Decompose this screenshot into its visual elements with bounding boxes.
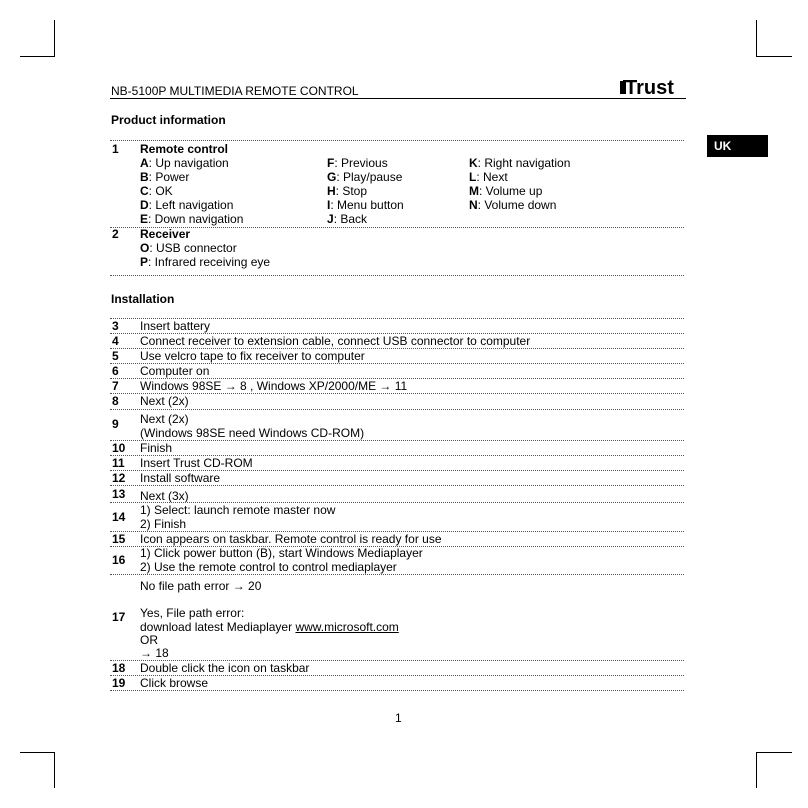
- step-text: Install software: [140, 471, 221, 485]
- step-text: Yes, File path error:: [140, 606, 245, 620]
- divider: [110, 227, 684, 228]
- step-text: Icon appears on taskbar. Remote control is ready for use: [140, 532, 442, 546]
- step-number: 7: [112, 379, 119, 393]
- crop-mark-bottom-left-h: [20, 752, 55, 753]
- step-text: 2) Use the remote control to control mediaplayer: [140, 560, 397, 574]
- step-number: 4: [112, 334, 119, 348]
- divider: [110, 440, 684, 441]
- page-number: 1: [395, 711, 402, 725]
- step-text: Next (2x): [140, 394, 189, 408]
- key-row: F: Previous: [327, 156, 388, 170]
- key-row: L: Next: [469, 170, 508, 184]
- svg-text:Trust: Trust: [625, 77, 674, 97]
- section-title-product-information: Product information: [111, 113, 226, 127]
- receiver-heading: Receiver: [140, 227, 191, 241]
- crop-mark-top-left-v: [54, 20, 55, 57]
- crop-mark-top-right-v: [756, 20, 757, 57]
- crop-mark-bottom-left-v: [54, 752, 55, 788]
- divider: [110, 485, 684, 486]
- step-text: Use velcro tape to fix receiver to computer: [140, 349, 365, 363]
- key-row: N: Volume down: [469, 198, 557, 212]
- receiver-item: O: USB connector: [140, 241, 237, 255]
- key-row: J: Back: [327, 212, 368, 226]
- step-number: 18: [112, 661, 126, 675]
- step-number: 16: [112, 553, 126, 567]
- step-number: 13: [112, 487, 126, 501]
- item-number: 2: [112, 227, 119, 241]
- step-number: 11: [112, 456, 125, 470]
- step-text: download latest Mediaplayer www.microsoft.com: [140, 620, 399, 634]
- key-row: I: Menu button: [327, 198, 404, 212]
- microsoft-link[interactable]: www.microsoft.com: [295, 620, 399, 634]
- step-text: Windows 98SE → 8 , Windows XP/2000/ME → 11: [140, 379, 408, 393]
- crop-mark-bottom-right-h: [756, 752, 792, 753]
- step-number: 5: [112, 349, 119, 363]
- remote-control-heading: Remote control: [140, 142, 229, 156]
- step-number: 14: [112, 510, 126, 524]
- step-text: Insert Trust CD-ROM: [140, 456, 253, 470]
- divider: [110, 393, 684, 394]
- key-row: M: Volume up: [469, 184, 543, 198]
- step-text: No file path error → 20: [140, 579, 262, 593]
- step-number: 3: [112, 319, 119, 333]
- step-text: Click browse: [140, 676, 209, 690]
- step-text: 1) Click power button (B), start Windows Mediaplayer: [140, 546, 423, 560]
- step-text: 1) Select: launch remote master now: [140, 503, 336, 517]
- key-row: K: Right navigation: [469, 156, 571, 170]
- key-row: B: Power: [140, 170, 190, 184]
- key-row: D: Left navigation: [140, 198, 234, 212]
- step-text: Finish: [140, 441, 173, 455]
- crop-mark-top-left-h: [20, 56, 55, 57]
- trust-logo: [620, 77, 688, 97]
- language-tab-uk: UK: [707, 135, 768, 157]
- receiver-item: P: Infrared receiving eye: [140, 255, 271, 269]
- divider: [110, 409, 684, 410]
- section-title-installation: Installation: [111, 292, 175, 306]
- divider: [110, 574, 684, 575]
- document-title: NB-5100P MULTIMEDIA REMOTE CONTROL: [111, 84, 359, 98]
- header-rule: [110, 98, 686, 99]
- step-text: Computer on: [140, 364, 210, 378]
- divider: [110, 140, 684, 141]
- step-text: Next (3x): [140, 489, 189, 503]
- step-text: OR: [140, 633, 158, 647]
- step-text: Connect receiver to extension cable, connect USB connector to computer: [140, 334, 531, 348]
- key-row: E: Down navigation: [140, 212, 244, 226]
- step-text: Insert battery: [140, 319, 211, 333]
- key-row: H: Stop: [327, 184, 368, 198]
- step-number: 17: [112, 610, 126, 624]
- divider: [110, 690, 684, 691]
- step-number: 12: [112, 471, 126, 485]
- step-number: 9: [112, 417, 119, 431]
- key-row: G: Play/pause: [327, 170, 403, 184]
- key-row: A: Up navigation: [140, 156, 229, 170]
- step-number: 19: [112, 676, 126, 690]
- step-number: 15: [112, 532, 126, 546]
- step-text: (Windows 98SE need Windows CD-ROM): [140, 426, 365, 440]
- step-number: 8: [112, 394, 119, 408]
- step-text: 2) Finish: [140, 517, 187, 531]
- crop-mark-top-right-h: [756, 56, 792, 57]
- trust-logo-mark-icon: [620, 77, 688, 97]
- crop-mark-bottom-right-v: [756, 752, 757, 788]
- step-number: 6: [112, 364, 119, 378]
- step-text: → 18: [140, 646, 169, 660]
- step-number: 10: [112, 441, 126, 455]
- step-text: Next (2x): [140, 412, 189, 426]
- key-row: C: OK: [140, 184, 173, 198]
- divider: [110, 275, 684, 276]
- item-number: 1: [112, 142, 119, 156]
- step-text: Double click the icon on taskbar: [140, 661, 310, 675]
